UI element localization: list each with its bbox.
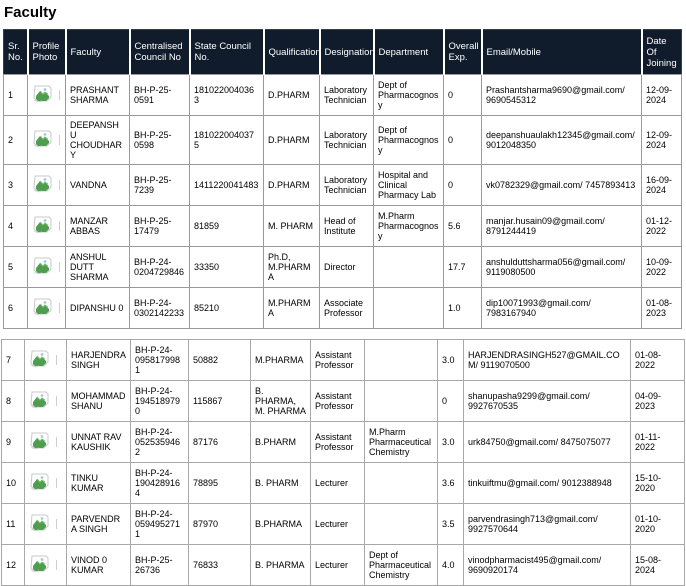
cell-designation: Laboratory Technician	[320, 165, 374, 206]
broken-image-alt-mark	[59, 90, 60, 100]
faculty-row	[4, 247, 682, 288]
cell-department: Dept of Pharmaceutical Chemistry	[365, 545, 438, 586]
cell-department: M.Pharm Pharmaceutical Chemistry	[365, 422, 438, 463]
cell-designation: Head of Institute	[320, 206, 374, 247]
broken-image-icon	[32, 175, 53, 196]
cell-council-no: BH-P-25-17479	[130, 206, 190, 247]
cell-faculty: DIPANSHU 0	[66, 288, 130, 329]
faculty-row	[4, 165, 682, 206]
cell-exp: 3.0	[438, 340, 464, 381]
faculty-row	[2, 340, 685, 381]
cell-sr: 2	[4, 116, 28, 165]
cell-council-no: BH-P-25-26736	[131, 545, 189, 586]
faculty-table-header	[4, 30, 682, 75]
cell-designation: Associate Professor	[320, 288, 374, 329]
cell-exp: 1.0	[444, 288, 482, 329]
cell-qualification: M.PHARMA	[264, 288, 320, 329]
cell-department: Dept of Pharmacognosy	[374, 116, 444, 165]
cell-email-mobile: anshulduttsharma056@gmail.com/ 9119080500	[482, 247, 642, 288]
faculty-row	[4, 288, 682, 329]
cell-exp: 0	[438, 381, 464, 422]
cell-profile-photo	[28, 288, 66, 329]
faculty-row	[2, 381, 685, 422]
cell-designation: Laboratory Technician	[320, 75, 374, 116]
cell-qualification: Ph.D, M.PHARMA	[264, 247, 320, 288]
cell-designation: Lecturer	[311, 545, 365, 586]
cell-designation: Assistant Professor	[311, 340, 365, 381]
cell-sr: 6	[4, 288, 28, 329]
cell-faculty: PRASHANT SHARMA	[66, 75, 130, 116]
cell-council-no: BH-P-25-7239	[130, 165, 190, 206]
cell-sr: 3	[4, 165, 28, 206]
broken-image-icon	[32, 298, 53, 319]
cell-department: Dept of Pharmacognosy	[374, 75, 444, 116]
cell-state-council-no: 85210	[190, 288, 264, 329]
column-header-9: Email/Mobile	[482, 30, 642, 75]
cell-state-council-no: 81859	[190, 206, 264, 247]
cell-qualification: D.PHARM	[264, 116, 320, 165]
faculty-row	[2, 422, 685, 463]
column-header-6: Designation	[320, 30, 374, 75]
cell-profile-photo	[25, 463, 67, 504]
cell-email-mobile: vinodpharmacist495@gmail.com/ 9690920174	[464, 545, 631, 586]
page-title: Faculty	[4, 4, 57, 21]
cell-profile-photo	[25, 381, 67, 422]
cell-sr: 1	[4, 75, 28, 116]
cell-department	[365, 340, 438, 381]
cell-date-of-joining: 01-11-2022	[631, 422, 685, 463]
cell-designation: Lecturer	[311, 504, 365, 545]
cell-date-of-joining: 04-09-2023	[631, 381, 685, 422]
cell-council-no: BH-P-24-0204729846	[130, 247, 190, 288]
cell-state-council-no: 1810220040363	[190, 75, 264, 116]
cell-exp: 0	[444, 116, 482, 165]
column-header-0: Sr. No.	[4, 30, 28, 75]
cell-council-no: BH-P-24-1904289164	[131, 463, 189, 504]
column-header-3: Centralised Council No	[130, 30, 190, 75]
faculty-row	[2, 504, 685, 545]
cell-exp: 3.0	[438, 422, 464, 463]
cell-profile-photo	[28, 206, 66, 247]
cell-qualification: M. PHARM	[264, 206, 320, 247]
faculty-table-upper	[3, 29, 682, 329]
faculty-row	[4, 116, 682, 165]
cell-date-of-joining: 01-12-2022	[642, 206, 682, 247]
cell-profile-photo	[25, 545, 67, 586]
faculty-row	[4, 206, 682, 247]
cell-designation: Director	[320, 247, 374, 288]
cell-date-of-joining: 15-10-2020	[631, 463, 685, 504]
cell-faculty: PARVENDRA SINGH	[67, 504, 131, 545]
cell-faculty: ANSHUL DUTT SHARMA	[66, 247, 130, 288]
cell-email-mobile: HARJENDRASINGH527@GMAIL.COM/ 9119070500	[464, 340, 631, 381]
broken-image-alt-mark	[59, 262, 60, 272]
broken-image-alt-mark	[56, 355, 57, 365]
cell-date-of-joining: 10-09-2022	[642, 247, 682, 288]
cell-state-council-no: 1411220041483	[190, 165, 264, 206]
cell-department	[365, 381, 438, 422]
cell-sr: 7	[2, 340, 25, 381]
cell-qualification: D.PHARM	[264, 165, 320, 206]
cell-faculty: VANDNA	[66, 165, 130, 206]
cell-department	[365, 504, 438, 545]
cell-council-no: BH-P-24-1945189790	[131, 381, 189, 422]
cell-department: M.Pharm Pharmacognosy	[374, 206, 444, 247]
cell-date-of-joining: 01-10-2020	[631, 504, 685, 545]
cell-profile-photo	[28, 247, 66, 288]
cell-faculty: TINKU KUMAR	[67, 463, 131, 504]
cell-email-mobile: vk0782329@gmail.com/ 7457893413	[482, 165, 642, 206]
cell-exp: 5.6	[444, 206, 482, 247]
cell-faculty: MOHAMMAD SHANU	[67, 381, 131, 422]
broken-image-icon	[29, 555, 50, 576]
broken-image-alt-mark	[56, 437, 57, 447]
cell-profile-photo	[28, 75, 66, 116]
column-header-10: Date Of Joining	[642, 30, 682, 75]
broken-image-icon	[32, 257, 53, 278]
faculty-row	[2, 545, 685, 586]
broken-image-icon	[32, 216, 53, 237]
cell-date-of-joining: 12-09-2024	[642, 116, 682, 165]
cell-council-no: BH-P-24-0525359462	[131, 422, 189, 463]
faculty-table-lower	[1, 339, 685, 586]
cell-email-mobile: urk84750@gmail.com/ 8475075077	[464, 422, 631, 463]
broken-image-icon	[32, 85, 53, 106]
cell-designation: Lecturer	[311, 463, 365, 504]
cell-qualification: B.PHARM	[251, 422, 311, 463]
cell-exp: 0	[444, 75, 482, 116]
cell-qualification: B. PHARM	[251, 463, 311, 504]
cell-email-mobile: parvendrasingh713@gmail.com/ 9927570644	[464, 504, 631, 545]
cell-email-mobile: deepanshuaulakh12345@gmail.com/ 9012048350	[482, 116, 642, 165]
cell-qualification: M.PHARMA	[251, 340, 311, 381]
cell-state-council-no: 1810220040375	[190, 116, 264, 165]
broken-image-alt-mark	[59, 221, 60, 231]
cell-sr: 9	[2, 422, 25, 463]
cell-sr: 12	[2, 545, 25, 586]
broken-image-icon	[29, 514, 50, 535]
column-header-4: State Council No.	[190, 30, 264, 75]
cell-email-mobile: shanupasha9299@gmail.com/ 9927670535	[464, 381, 631, 422]
cell-state-council-no: 115867	[189, 381, 251, 422]
cell-profile-photo	[25, 340, 67, 381]
cell-designation: Assistant Professor	[311, 422, 365, 463]
cell-council-no: BH-P-24-0302142233	[130, 288, 190, 329]
cell-email-mobile: Prashantsharma9690@gmail.com/ 9690545312	[482, 75, 642, 116]
cell-state-council-no: 87970	[189, 504, 251, 545]
cell-faculty: DEEPANSHU CHOUDHARY	[66, 116, 130, 165]
cell-council-no: BH-P-25-0598	[130, 116, 190, 165]
cell-faculty: MANZAR ABBAS	[66, 206, 130, 247]
cell-profile-photo	[25, 422, 67, 463]
cell-faculty: VINOD 0 KUMAR	[67, 545, 131, 586]
cell-state-council-no: 50882	[189, 340, 251, 381]
cell-faculty: UNNAT RAV KAUSHIK	[67, 422, 131, 463]
cell-exp: 4.0	[438, 545, 464, 586]
cell-date-of-joining: 16-09-2024	[642, 165, 682, 206]
cell-department	[374, 288, 444, 329]
column-header-2: Faculty	[66, 30, 130, 75]
broken-image-alt-mark	[56, 478, 57, 488]
broken-image-alt-mark	[56, 396, 57, 406]
cell-email-mobile: tinkuiftmu@gmail.com/ 9012388948	[464, 463, 631, 504]
cell-state-council-no: 78895	[189, 463, 251, 504]
cell-date-of-joining: 15-08-2024	[631, 545, 685, 586]
cell-state-council-no: 76833	[189, 545, 251, 586]
column-header-8: Overall Exp.	[444, 30, 482, 75]
cell-designation: Laboratory Technician	[320, 116, 374, 165]
cell-sr: 8	[2, 381, 25, 422]
cell-qualification: B. PHARMA	[251, 545, 311, 586]
broken-image-alt-mark	[59, 180, 60, 190]
cell-profile-photo	[25, 504, 67, 545]
cell-department: Hospital and Clinical Pharmacy Lab	[374, 165, 444, 206]
cell-exp: 0	[444, 165, 482, 206]
cell-profile-photo	[28, 116, 66, 165]
cell-council-no: BH-P-25-0591	[130, 75, 190, 116]
cell-designation: Assistant Professor	[311, 381, 365, 422]
cell-department	[374, 247, 444, 288]
cell-email-mobile: dip10071993@gmail.com/ 7983167940	[482, 288, 642, 329]
cell-date-of-joining: 01-08-2022	[631, 340, 685, 381]
cell-faculty: HARJENDRA SINGH	[67, 340, 131, 381]
cell-date-of-joining: 12-09-2024	[642, 75, 682, 116]
cell-council-no: BH-P-24-0594952711	[131, 504, 189, 545]
cell-exp: 3.6	[438, 463, 464, 504]
faculty-row	[4, 75, 682, 116]
broken-image-icon	[32, 130, 53, 151]
cell-qualification: D.PHARM	[264, 75, 320, 116]
cell-sr: 10	[2, 463, 25, 504]
broken-image-alt-mark	[59, 135, 60, 145]
broken-image-icon	[29, 432, 50, 453]
cell-exp: 3.5	[438, 504, 464, 545]
cell-council-no: BH-P-24-0958179981	[131, 340, 189, 381]
faculty-row	[2, 463, 685, 504]
column-header-1: Profile Photo	[28, 30, 66, 75]
cell-department	[365, 463, 438, 504]
cell-sr: 5	[4, 247, 28, 288]
broken-image-alt-mark	[59, 303, 60, 313]
cell-sr: 11	[2, 504, 25, 545]
broken-image-icon	[29, 350, 50, 371]
cell-qualification: B.PHARMA	[251, 504, 311, 545]
cell-state-council-no: 33350	[190, 247, 264, 288]
cell-email-mobile: manjar.husain09@gmail.com/ 8791244419	[482, 206, 642, 247]
broken-image-icon	[29, 473, 50, 494]
cell-sr: 4	[4, 206, 28, 247]
column-header-5: Qualification	[264, 30, 320, 75]
broken-image-alt-mark	[56, 519, 57, 529]
column-header-7: Department	[374, 30, 444, 75]
cell-profile-photo	[28, 165, 66, 206]
cell-date-of-joining: 01-08-2023	[642, 288, 682, 329]
broken-image-icon	[29, 391, 50, 412]
cell-exp: 17.7	[444, 247, 482, 288]
cell-qualification: B. PHARMA, M. PHARMA	[251, 381, 311, 422]
cell-state-council-no: 87176	[189, 422, 251, 463]
